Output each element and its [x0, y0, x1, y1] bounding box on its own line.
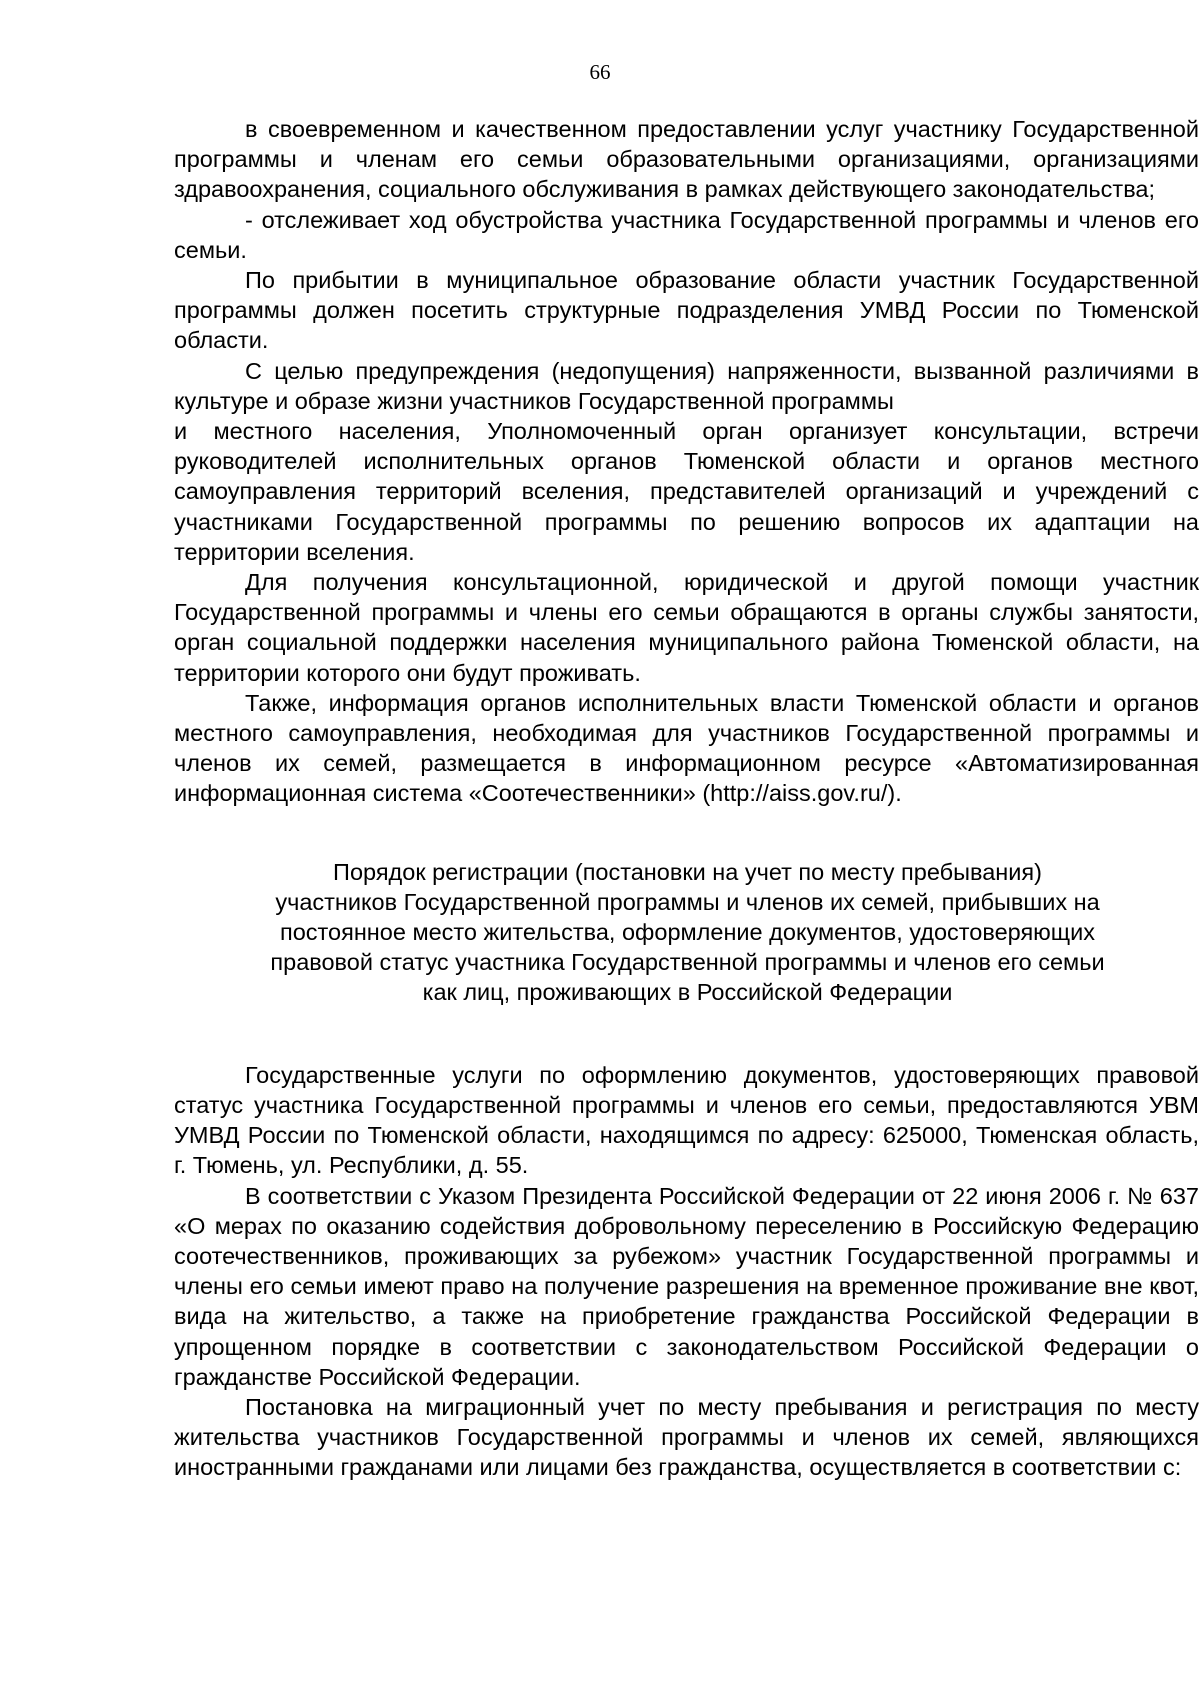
section-heading [174, 857, 1199, 1008]
section-heading-line: как лиц, проживающих в Российской Федерации [422, 979, 953, 1006]
section-heading-line: Порядок регистрации (постановки на учет по месту пребывания) [333, 858, 1042, 885]
paragraph: С целью предупреждения (недопущения) напряженности, вызванной различиями в культуре и образе жизни участников Государственной программы [174, 357, 1199, 414]
paragraph: Также, информация органов исполнительных власти Тюменской области и органов местного самоуправления, необходимая для участников Государственной программы и членов их семей, размещается в информационном ресурсе «Автоматизированная информационная система «Соотечественники» (http://aiss.gov.ru/). [174, 689, 1199, 807]
paragraphs-bottom [174, 1060, 1199, 1483]
paragraph: Для получения консультационной, юридической и другой помощи участник Государственной программы и члены его семьи обращаются в органы службы занятости, орган социальной поддержки населения муниципального района Тюменской области, на территории которого они будут проживать. [174, 569, 1199, 686]
section-heading-line: участников Государственной программы и членов их семей, прибывших на [275, 888, 1100, 915]
paragraph: - отслеживает ход обустройства участника Государственной программы и членов его семьи. [174, 206, 1199, 263]
section-heading-line: правовой статус участника Государственной программы и членов его семьи [270, 949, 1105, 976]
paragraph: По прибытии в муниципальное образование области участник Государственной программы должен посетить структурные подразделения УМВД России по Тюменской области. [174, 267, 1199, 354]
paragraph: и местного населения, Уполномоченный орган организует консультации, встречи руководителей исполнительных органов Тюменской области и органов местного самоуправления территорий вселения, представителей организаций и учреждений с участниками Государственной программы по решению вопросов их адаптации на территории вселения. [174, 418, 1199, 565]
paragraph: Государственные услуги по оформлению документов, удостоверяющих правовой статус участника Государственной программы и членов его семьи, предоставляются УВМ УМВД России по Тюменской области, находящимся по адресу: 625000, Тюменская область, г. Тюмень, ул. Республики, д. 55. [174, 1061, 1199, 1179]
document-body [174, 114, 1199, 1483]
page-number: 66 [589, 60, 611, 84]
paragraph: Постановка на миграционный учет по месту пребывания и регистрация по месту жительства участников Государственной программы и членов их семей, являющихся иностранными гражданами или лицами без гражданства, осуществляется в соответствии с: [174, 1393, 1199, 1481]
section-heading-line: постоянное место жительства, оформление документов, удостоверяющих [279, 919, 1096, 946]
paragraph: В соответствии с Указом Президента Российской Федерации от 22 июня 2006 г. № 637 «О мерах по оказанию содействия добровольному переселению в Российскую Федерацию соотечественников, проживающих за рубежом» участник Государственной программы и члены его семьи имеют право на получение разрешения на временное проживание вне квот, вида на жительство, а также на приобретение гражданства Российской Федерации в упрощенном порядке в соответствии с законодательством Российской Федерации о гражданстве Российской Федерации. [174, 1182, 1199, 1390]
paragraph: в своевременном и качественном предоставлении услуг участнику Государственной программы и членам его семьи образовательными организациями, организациями здравоохранения, социального обслуживания в рамках действующего законодательства; [174, 116, 1199, 203]
paragraphs-top [174, 114, 1199, 809]
